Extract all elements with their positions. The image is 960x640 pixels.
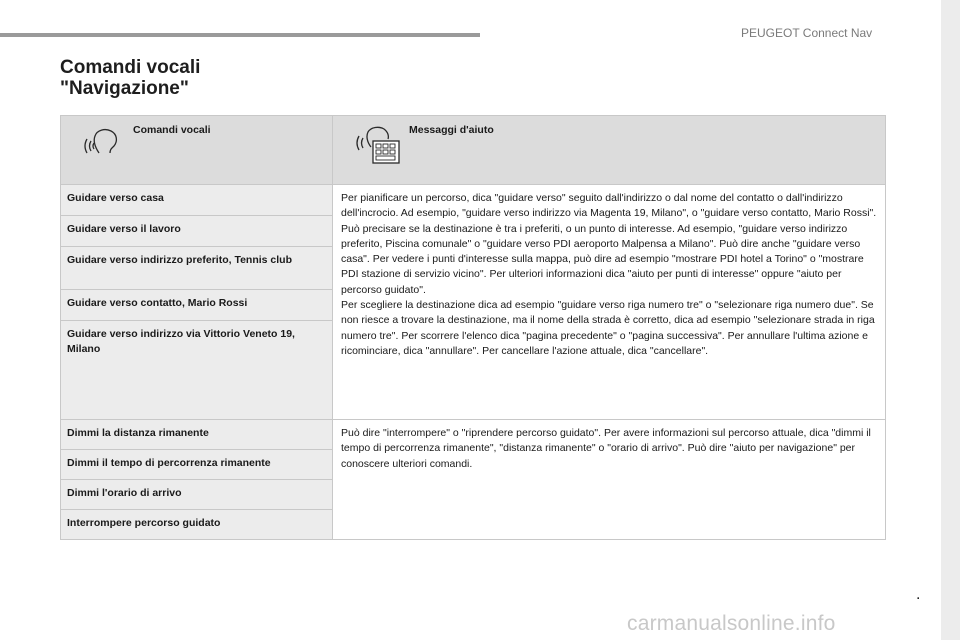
header-rule	[0, 33, 480, 37]
table-row	[61, 420, 886, 450]
voice-command: Guidare verso contatto, Mario Rossi	[61, 290, 333, 321]
table-row	[61, 185, 886, 216]
help-paragraph: Per pianificare un percorso, dica "guidare verso" seguito dall'indirizzo o dal nome del contatto o dall'indirizzo dell'incrocio. Ad esempio, "guidare verso indirizzo via Magenta 19, Milano", o "guidare verso contatto, Mario Rossi". Può precisare se la destinazione è tra i preferiti, o un punto di interesse. Ad esempio, "guidare verso indirizzo preferito, Piscina comunale" o "guidare verso PDI aeroporto Malpensa a Milano". Può dire anche "guidare verso casa". Per vedere i punti d'interesse sulla mappa, può dire ad esempio "mostrare PDI hotel a Torino" o "mostrare PDI stazione di servizio vicino". Per ulteriori informazioni dica "aiuto per punti di interesse" oppure "aiuto per percorso guidato".	[341, 192, 877, 296]
side-strip	[941, 0, 960, 640]
column-header-label: Messaggi d'aiuto	[409, 124, 494, 136]
page-title	[60, 57, 200, 99]
voice-help-keypad-icon	[353, 125, 401, 165]
voice-command: Dimmi il tempo di percorrenza rimanente	[61, 450, 333, 480]
voice-command: Interrompere percorso guidato	[61, 510, 333, 540]
watermark: carmanualsonline.info	[627, 612, 836, 635]
column-header-help-messages	[333, 116, 886, 185]
page-title-line2: "Navigazione"	[60, 78, 189, 99]
page-title-line1: Comandi vocali	[60, 57, 201, 78]
column-header-label: Comandi vocali	[133, 124, 211, 136]
page-marker: .	[916, 586, 921, 603]
column-header-voice-commands	[61, 116, 333, 185]
help-paragraph: Può dire "interrompere" o "riprendere percorso guidato". Per avere informazioni sul percorso attuale, dica "dimmi il tempo di percorrenza rimanente", "distanza rimanente" o "orario di arrivo". Può dire "aiuto per navigazione" per conoscere ulteriori comandi.	[341, 427, 871, 470]
help-message	[333, 420, 886, 540]
voice-commands-table	[60, 115, 886, 540]
voice-command: Guidare verso indirizzo preferito, Tennis club	[61, 247, 333, 290]
voice-command: Dimmi l'orario di arrivo	[61, 480, 333, 510]
voice-command: Guidare verso il lavoro	[61, 216, 333, 247]
voice-command: Guidare verso casa	[61, 185, 333, 216]
help-paragraph: Per scegliere la destinazione dica ad esempio "guidare verso riga numero tre" o "selezionare riga numero due". Se non riesce a trovare la destinazione, ma il nome della strada è corretto, dica ad esempio "selezionare strada in riga numero tre". Per scorrere l'elenco dica "pagina precedente" o "pagina successiva". Per annullare l'ultima azione e ricominciare, dica "annullare". Per cancellare l'azione attuale, dica "cancellare".	[341, 299, 875, 357]
voice-command: Dimmi la distanza rimanente	[61, 420, 333, 450]
voice-command-icon	[83, 127, 119, 159]
manual-title: PEUGEOT Connect Nav	[741, 26, 873, 40]
help-message	[333, 185, 886, 420]
voice-command: Guidare verso indirizzo via Vittorio Veneto 19, Milano	[61, 321, 333, 420]
